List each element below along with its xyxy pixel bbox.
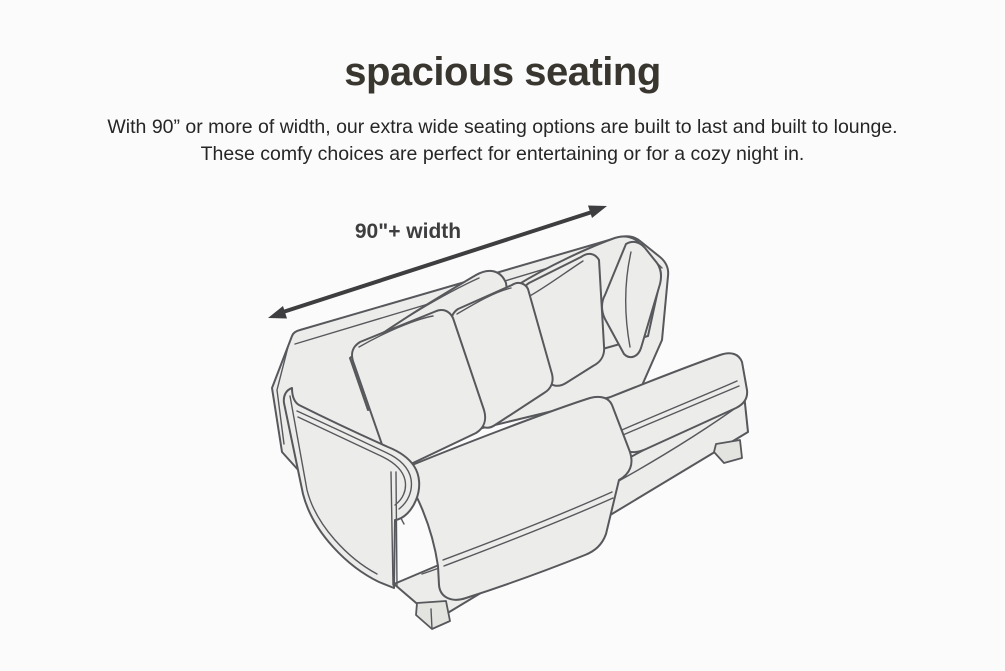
sofa-foot-front	[416, 601, 450, 629]
arrow-head-left	[268, 306, 287, 319]
sofa-foot-right	[714, 440, 742, 463]
sofa-foot-front-edge	[431, 609, 432, 629]
page-title: spacious seating	[344, 50, 661, 94]
description-line-1: With 90” or more of width, our extra wide seating options are built to last and built to lounge.	[107, 116, 898, 138]
dimension-label: 90"+ width	[354, 220, 462, 243]
description-line-2: These comfy choices are perfect for entertaining or for a cozy night in.	[200, 143, 805, 165]
arrow-head-right	[588, 206, 607, 219]
